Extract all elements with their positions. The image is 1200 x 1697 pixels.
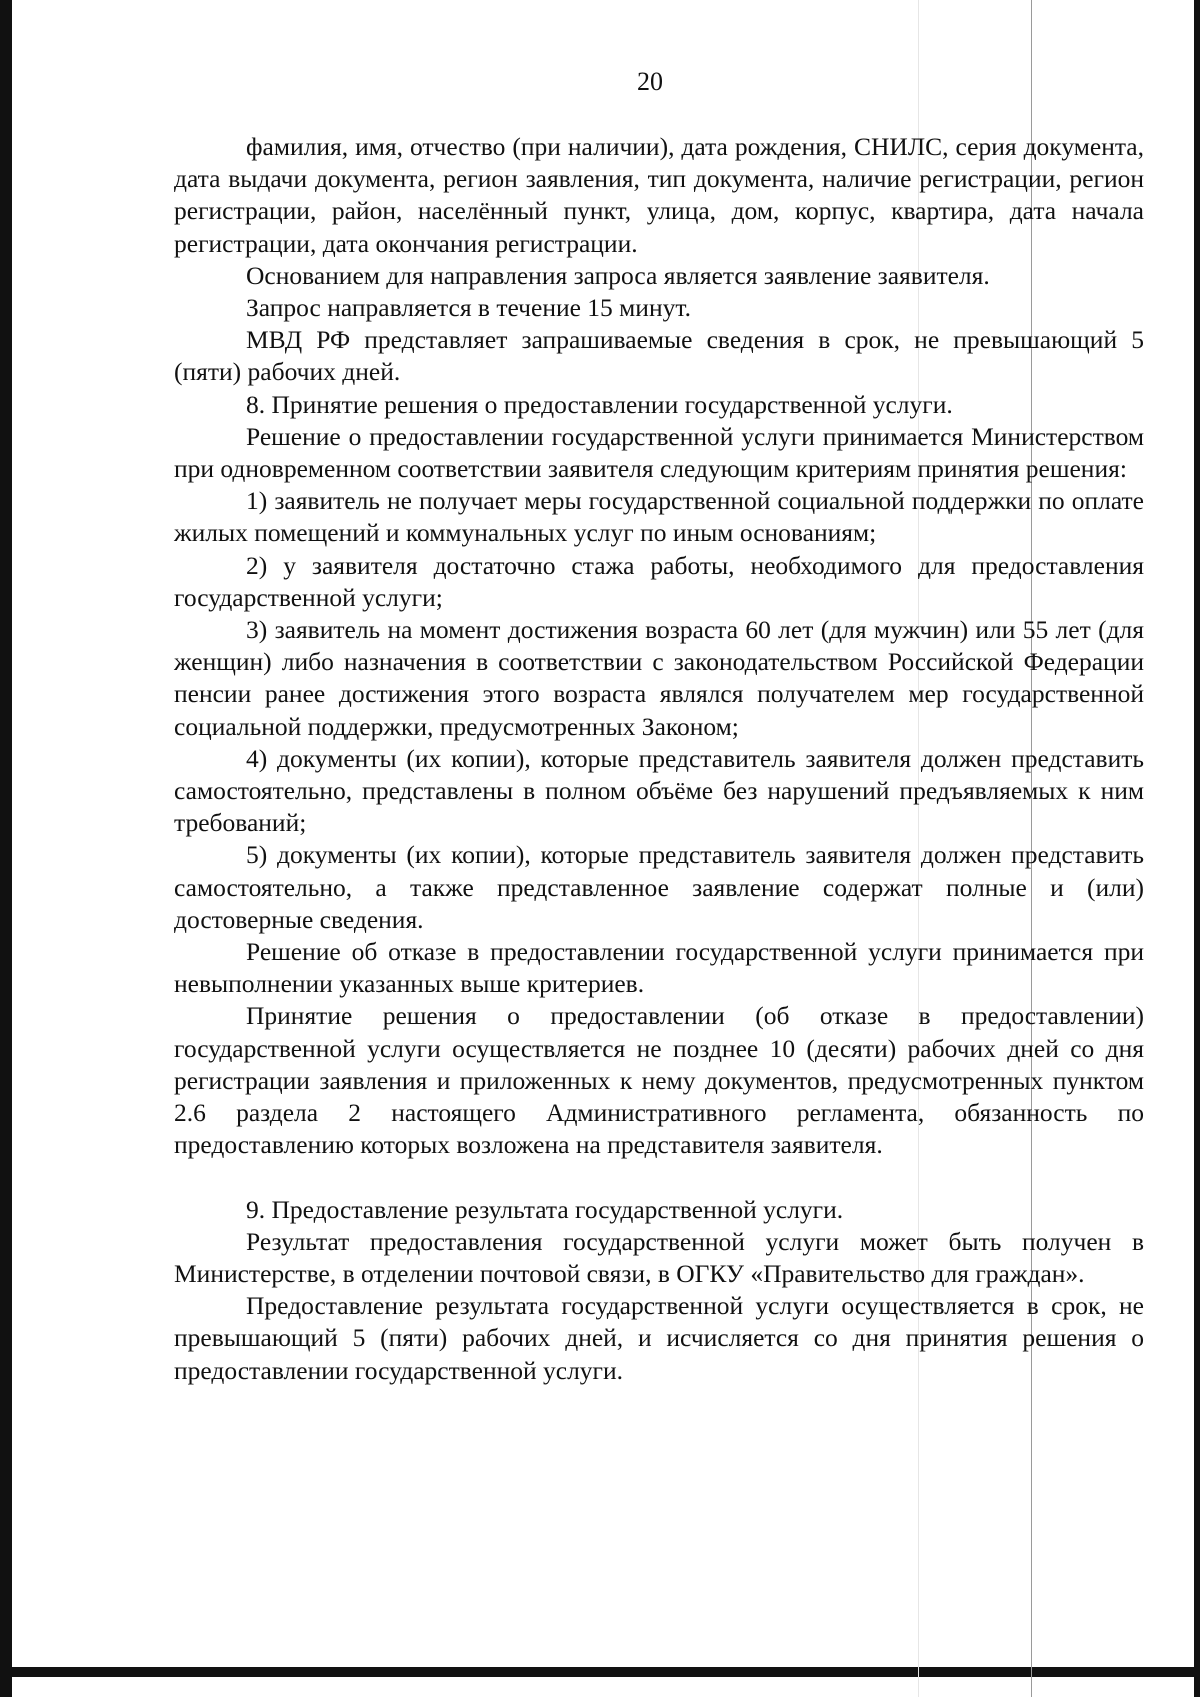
paragraph-result-deadline: Предоставление результата государственной услуги осуществляется в срок, не превышающий 5 (пяти) рабочих дней, и исчисляется со дня принятия решения о предоставлении государственной услуги. — [174, 1291, 1144, 1385]
page-number: 20 — [637, 67, 663, 96]
criterion-2: 2) у заявителя достаточно стажа работы, необходимого для предоставления государственной услуги; — [174, 550, 1144, 612]
criterion-3: 3) заявитель на момент достижения возраста 60 лет (для мужчин) или 55 лет (для женщин) либо назначения в соответствии с законодательством Российской Федерации пенсии ранее достижения этого возраста являлся получателем мер государственной социальной поддержки, предусмотренных Законом; — [174, 615, 1144, 741]
criterion-5: 5) документы (их копии), которые представитель заявителя должен представить самостоятельно, а также представленное заявление содержат полные и (или) достоверные сведения. — [174, 840, 1144, 934]
paragraph-refusal-decision: Решение об отказе в предоставлении государственной услуги принимается при невыполнении указанных выше критериев. — [174, 937, 1144, 999]
paragraph-request-basis: Основанием для направления запроса является заявление заявителя. — [246, 260, 990, 290]
paragraph-decision-deadline: Принятие решения о предоставлении (об отказе в предоставлении) государственной услуги осуществляется не позднее 10 (десяти) рабочих дней со дня регистрации заявления и приложенных к нему документов, предусмотренных пунктом 2.6 раздела 2 настоящего Административного регламента, обязанность по предоставлению которых возложена на представителя заявителя. — [174, 1001, 1144, 1160]
paragraph-spacer — [174, 1162, 1144, 1194]
paragraph-result-location: Результат предоставления государственной услуги может быть получен в Министерстве, в отделении почтовой связи, в ОГКУ «Правительство для граждан». — [174, 1226, 1144, 1288]
paragraph-decision-criteria-intro: Решение о предоставлении государственной услуги принимается Министерством при одновременном соответствии заявителя следующим критериям принятия решения: — [174, 421, 1144, 484]
document-body — [174, 131, 1144, 1387]
scan-border-bottom — [0, 1667, 1200, 1677]
paragraph-personal-data-fields: фамилия, имя, отчество (при наличии), дата рождения, СНИЛС, серия документа, дата выдачи документа, регион заявления, тип документа, наличие регистрации, регион регистрации, район, населённый пункт, улица, дом, корпус, квартира, дата начала регистрации, дата окончания регистрации. — [174, 132, 1144, 258]
criterion-1: 1) заявитель не получает меры государственной социальной поддержки по оплате жилых помещений и коммунальных услуг по иным основаниям; — [174, 486, 1144, 548]
section-heading-result: 9. Предоставление результата государственной услуги. — [246, 1194, 844, 1224]
scan-border-right — [1194, 0, 1200, 1697]
paragraph-mvd-response-time: МВД РФ представляет запрашиваемые сведения в срок, не превышающий 5 (пяти) рабочих дней. — [174, 325, 1144, 387]
paragraph-request-time: Запрос направляется в течение 15 минут. — [246, 293, 691, 323]
section-heading-decision: 8. Принятие решения о предоставлении государственной услуги. — [246, 389, 953, 419]
scan-border-left — [0, 0, 12, 1697]
criterion-4: 4) документы (их копии), которые представитель заявителя должен представить самостоятельно, представлены в полном объёме без нарушений предъявляемых к ним требований; — [174, 743, 1144, 838]
